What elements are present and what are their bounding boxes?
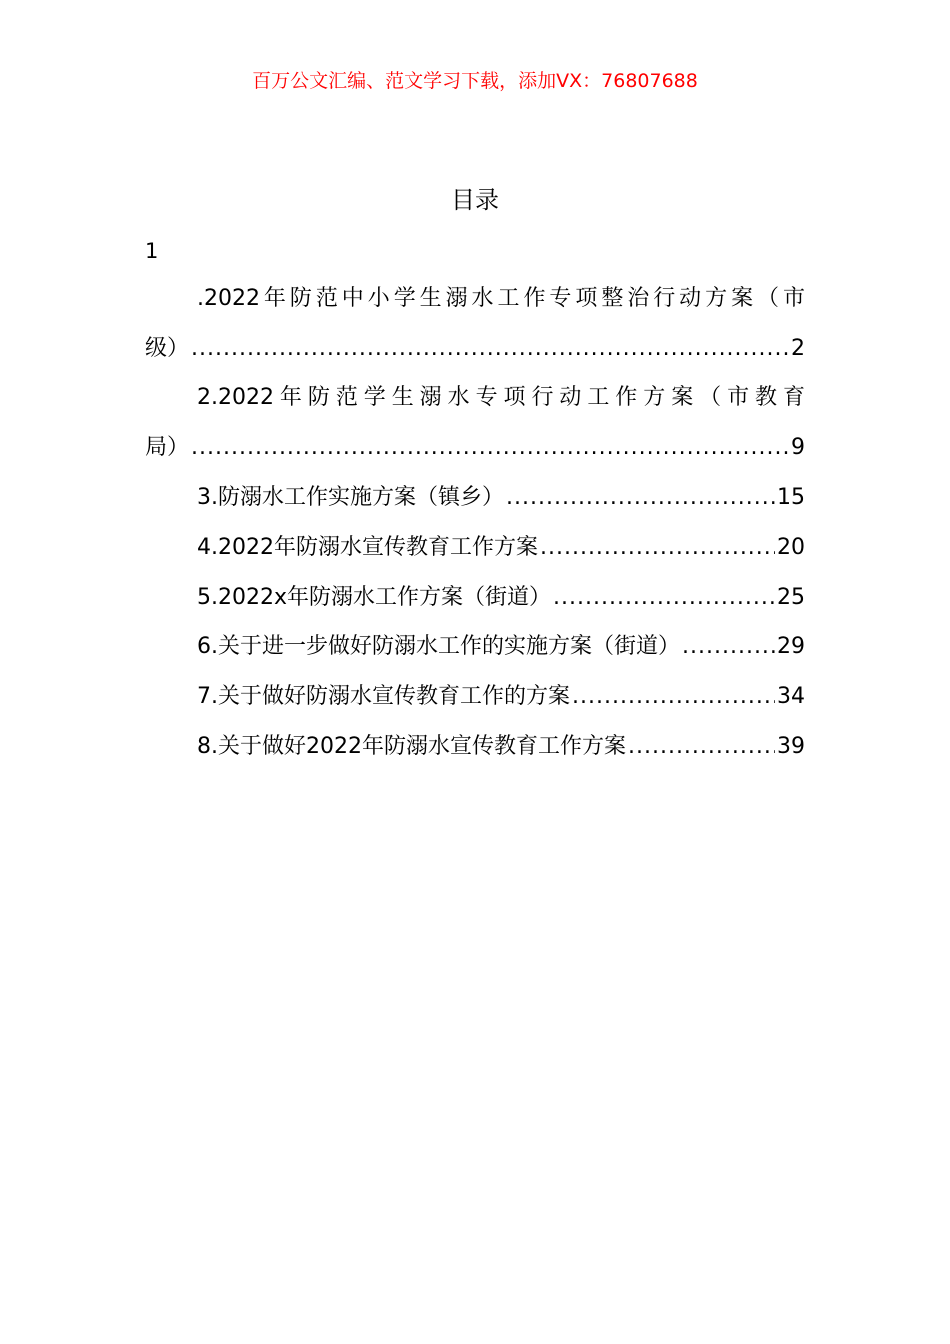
toc-lead-number: 1 — [145, 239, 159, 263]
dot-leader — [628, 732, 775, 762]
toc-entry-text: 7.关于做好防溺水宣传教育工作的方案 — [197, 684, 570, 709]
dot-leader — [572, 682, 775, 712]
toc-entry-text: .2022年防范中小学生溺水工作专项整治行动方案（市 — [197, 286, 805, 311]
toc-page-number: 34 — [777, 684, 805, 709]
dot-leader — [191, 334, 789, 364]
toc-page-number: 39 — [777, 734, 805, 759]
toc-entry-text: 6.关于进一步做好防溺水工作的实施方案（街道） — [197, 634, 680, 659]
toc-entry-text-continued: 局） — [145, 435, 190, 460]
dot-leader — [553, 583, 775, 613]
toc-entry-text: 2.2022年防范学生溺水专项行动工作方案（市教育 — [197, 385, 805, 410]
toc-entry-text: 3.防溺水工作实施方案（镇乡） — [197, 485, 504, 510]
toc-entry-text: 8.关于做好2022年防溺水宣传教育工作方案 — [197, 734, 626, 759]
dot-leader — [682, 632, 775, 662]
toc-entry-2[interactable] — [145, 383, 805, 463]
toc-entry-text-continued: 级） — [145, 336, 190, 361]
dot-leader — [506, 483, 775, 513]
toc-entry-6[interactable] — [145, 632, 805, 662]
toc-page-number: 15 — [777, 485, 805, 510]
toc-title: 目录 — [451, 186, 499, 214]
toc-page-number: 20 — [777, 535, 805, 560]
toc-page-number: 29 — [777, 634, 805, 659]
watermark-header: 百万公文汇编、范文学习下载，添加VX：76807688 — [252, 70, 698, 92]
toc-page-number: 2 — [791, 336, 805, 361]
toc-entry-8[interactable] — [145, 732, 805, 762]
toc-entry-text: 5.2022x年防溺水工作方案（街道） — [197, 585, 551, 610]
toc-entry-7[interactable] — [145, 682, 805, 712]
toc-page-number: 9 — [791, 435, 805, 460]
toc-entry-4[interactable] — [145, 533, 805, 563]
toc-entry-1[interactable] — [145, 284, 805, 364]
toc-entry-3[interactable] — [145, 483, 805, 513]
toc-entry-text: 4.2022年防溺水宣传教育工作方案 — [197, 535, 538, 560]
toc-entry-5[interactable] — [145, 583, 805, 613]
dot-leader — [191, 433, 789, 463]
dot-leader — [540, 533, 775, 563]
toc-page-number: 25 — [777, 585, 805, 610]
